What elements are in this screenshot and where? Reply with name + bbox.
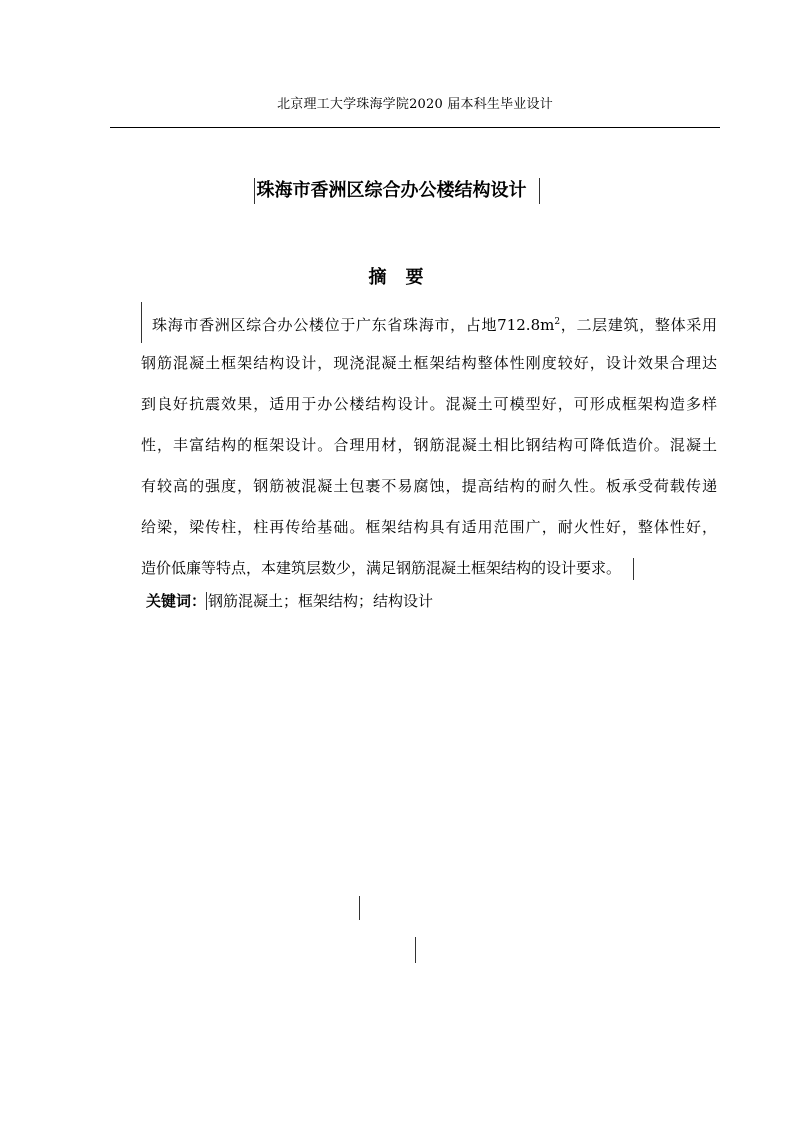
abstract-line-7 xyxy=(141,548,717,589)
abstract-line-6: 给梁，梁传柱，柱再传给基础。框架结构具有适用范围广，耐火性好，整体性好， xyxy=(141,518,717,536)
abstract-line-2: 钢筋混凝土框架结构设计，现浇混凝土框架结构整体性刚度较好，设计效果合理达 xyxy=(141,354,717,372)
abstract-heading xyxy=(0,263,793,289)
abstract-heading-char-1: 摘 xyxy=(368,267,388,288)
abstract-line-4: 性，丰富结构的框架设计。合理用材，钢筋混凝土相比钢结构可降低造价。混凝土 xyxy=(141,436,717,454)
thesis-title-block xyxy=(0,178,793,204)
keywords-value: 钢筋混凝土；框架结构；结构设计 xyxy=(208,592,434,610)
page-header: 北京理工大学珠海学院2020 届本科生毕业设计 xyxy=(277,97,553,112)
header-rule xyxy=(110,127,720,128)
section-break-marker-2 xyxy=(415,937,416,963)
abstract-line-1 xyxy=(141,302,717,343)
abstract-line-1-tail: ，二层建筑，整体采用 xyxy=(560,316,717,334)
section-break-marker-1 xyxy=(359,896,360,920)
keywords-label: 关键词： xyxy=(146,592,207,610)
abstract-body xyxy=(141,302,717,589)
abstract-line-7-text: 造价低廉等特点，本建筑层数少，满足钢筋混凝土框架结构的设计要求。 xyxy=(141,559,622,577)
abstract-heading-char-2: 要 xyxy=(405,267,425,288)
area-superscript: 2 xyxy=(554,317,561,327)
abstract-line-3: 到良好抗震效果，适用于办公楼结构设计。混凝土可模型好，可形成框架构造多样 xyxy=(141,395,717,413)
abstract-line-5: 有较高的强度，钢筋被混凝土包裹不易腐蚀，提高结构的耐久性。板承受荷载传递 xyxy=(141,477,717,495)
keywords xyxy=(146,590,433,612)
paragraph-end-marker xyxy=(633,558,634,580)
thesis-title: 珠海市香洲区综合办公楼结构设计 xyxy=(254,178,540,204)
abstract-line-1-text: 珠海市香洲区综合办公楼位于广东省珠海市，占地712.8m xyxy=(152,316,555,334)
